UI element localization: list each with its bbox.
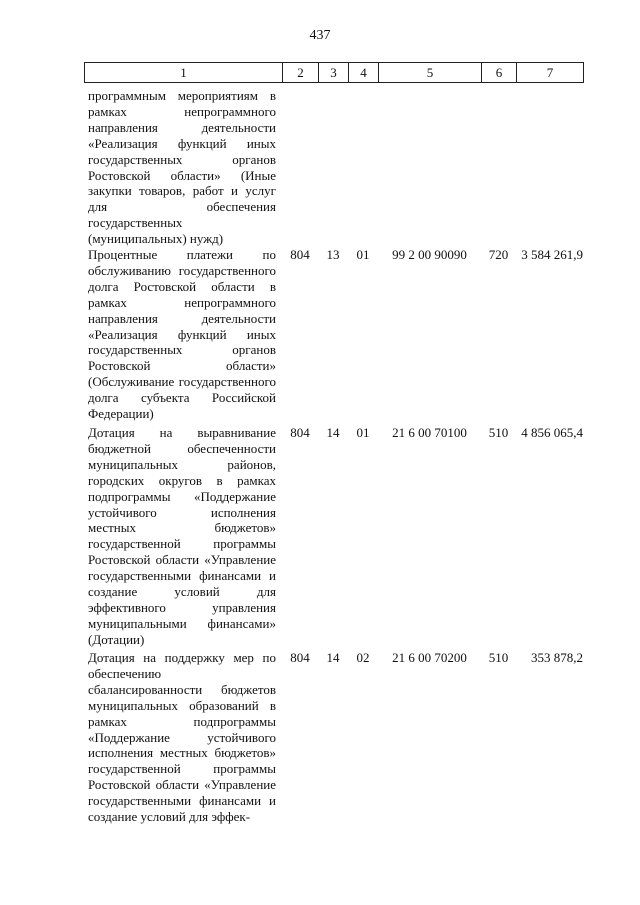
- cell-target-article: 21 6 00 70100: [392, 425, 467, 440]
- cell-expense-type: 510: [488, 425, 509, 440]
- row-description: программным мероприятиям в рамках непрограммного направления деятельности «Реализация функций иных государственных органов Ростовской области» (Иные закупки товаров, работ и услуг для обеспечения государственных (муниципальных) нужд): [88, 88, 276, 247]
- cell-subsection: 01: [356, 247, 370, 262]
- cell-amount: 3 584 261,9: [521, 247, 583, 262]
- cell-ministry-code: 804: [290, 425, 310, 440]
- cell-amount: 4 856 065,4: [521, 425, 583, 440]
- cell-expense-type: 720: [488, 247, 509, 262]
- cell-expense-type: 510: [488, 650, 509, 665]
- row-description: Дотация на поддержку мер по обеспечению сбалансированности бюджетов муниципальных образований в рамках подпрограммы «Поддержание устойчивого исполнения местных бюджетов» государственной программы Ростовской области «Управление государственными финансами и создание условий для эффек-: [88, 650, 276, 825]
- table-row: [84, 650, 584, 840]
- table-row: [84, 247, 584, 422]
- cell-section: 14: [326, 650, 340, 665]
- cell-target-article: 21 6 00 70200: [392, 650, 467, 665]
- row-description: Дотация на выравнивание бюджетной обеспеченности муниципальных районов, городских округов в рамках подпрограммы «Поддержание устойчивого исполнения местных бюджетов» государственной программы Ростовской области «Управление государственными финансами и создание условий для эффективного управления муниципальными финансами» (Дотации): [88, 425, 276, 647]
- column-number: 1: [85, 63, 283, 82]
- cell-section: 13: [326, 247, 340, 262]
- column-number: 5: [379, 63, 482, 82]
- table-row: [84, 88, 584, 247]
- row-description: Процентные платежи по обслуживанию государственного долга Ростовской области в рамках непрограммного направления деятельности «Реализация функций иных государственных органов Ростовской области» (Обслуживание государственного долга субъекта Российской Федерации): [88, 247, 276, 422]
- cell-ministry-code: 804: [290, 247, 310, 262]
- cell-target-article: 99 2 00 90090: [392, 247, 467, 262]
- table-row: [84, 425, 584, 645]
- table-column-header: [84, 62, 584, 83]
- column-number: 6: [482, 63, 517, 82]
- column-number: 2: [283, 63, 319, 82]
- column-number: 7: [546, 64, 554, 80]
- cell-subsection: 02: [356, 650, 370, 665]
- column-number: 3: [319, 63, 349, 82]
- page-number: 437: [309, 28, 331, 43]
- cell-subsection: 01: [356, 425, 370, 440]
- cell-amount: 353 878,2: [531, 650, 583, 665]
- cell-ministry-code: 804: [290, 650, 310, 665]
- cell-section: 14: [326, 425, 340, 440]
- column-number: 4: [349, 63, 379, 82]
